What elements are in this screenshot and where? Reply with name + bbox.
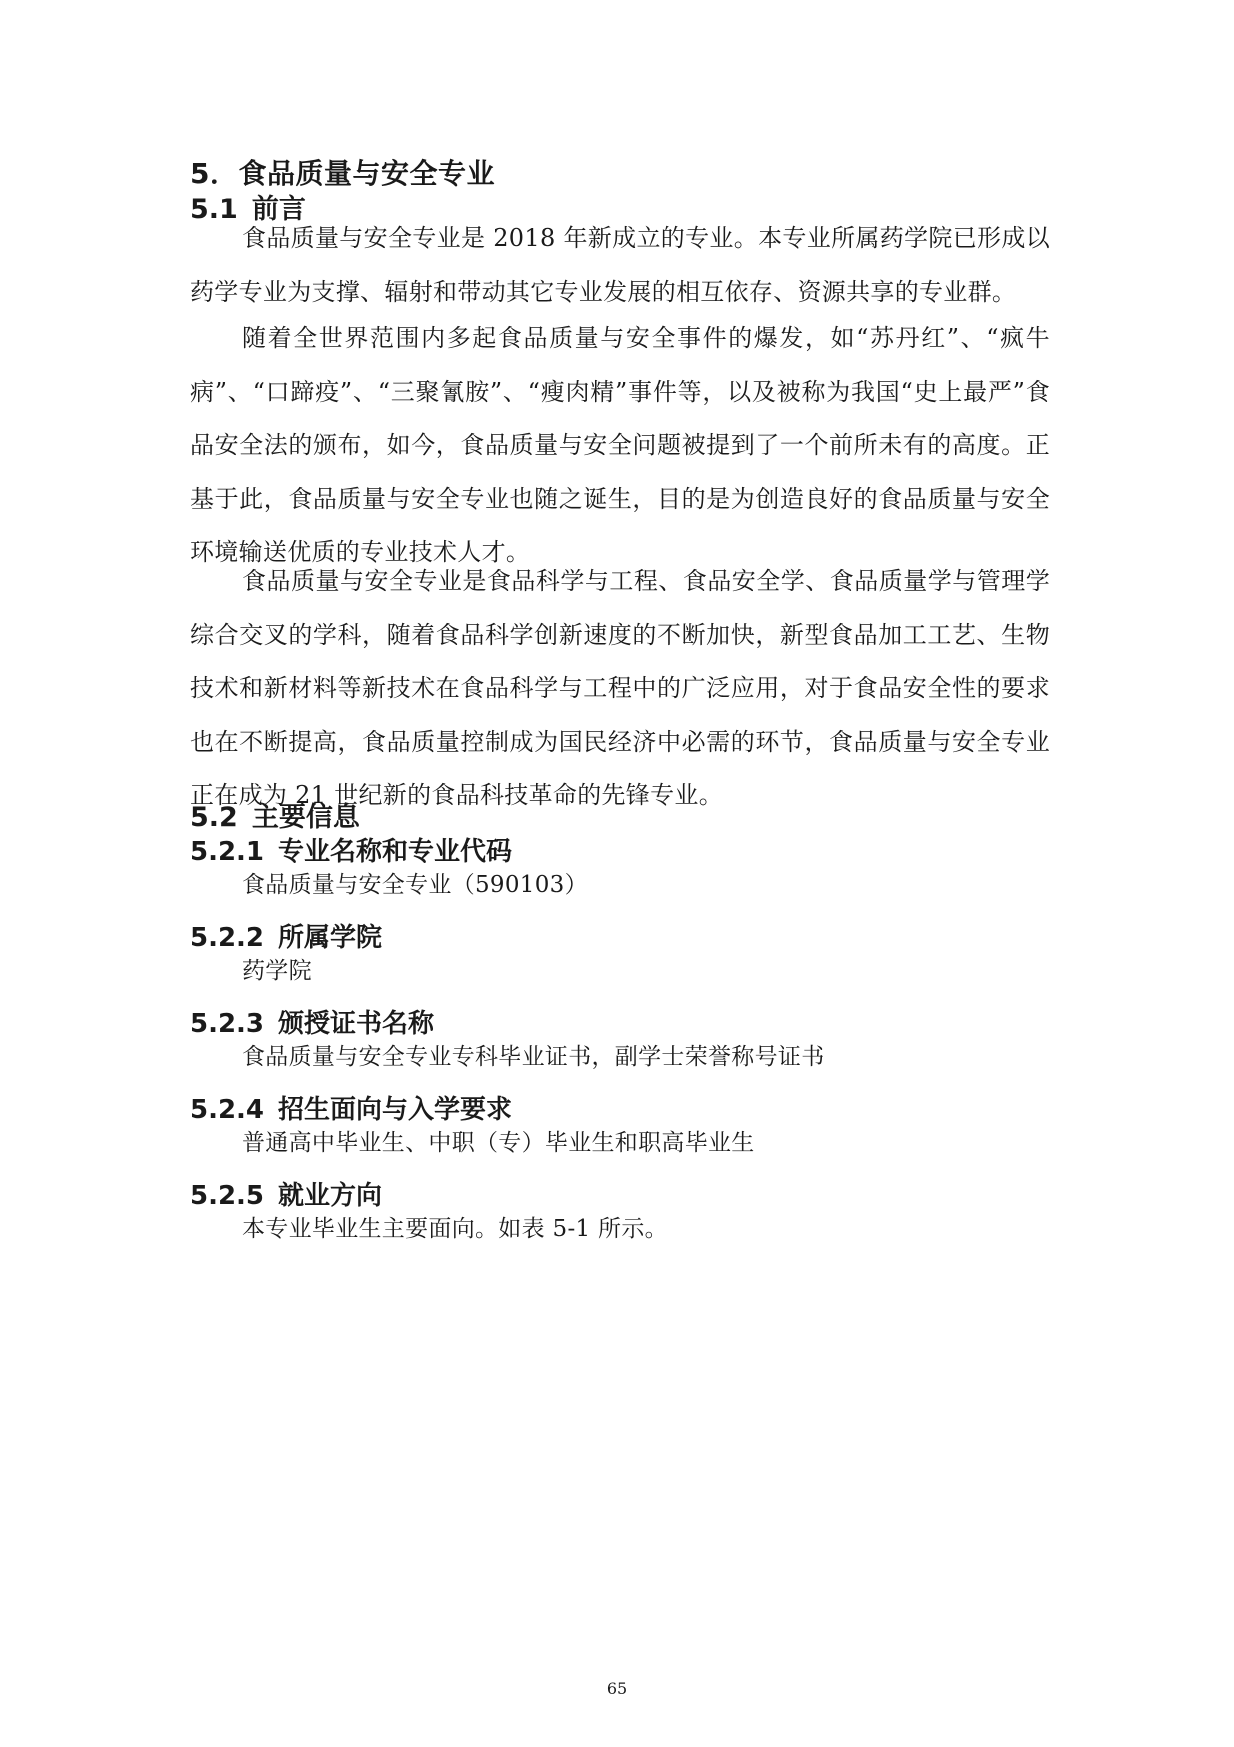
subheading-number: 5.2.1 (190, 837, 265, 867)
section-number: 5． (190, 157, 239, 190)
heading-number: 5.1 (190, 194, 238, 225)
section-heading (190, 156, 495, 192)
subheading-title: 专业名称和专业代码 (278, 837, 513, 867)
main-info-heading (190, 800, 360, 836)
subheading-number: 5.2.2 (190, 923, 265, 953)
subheading-title: 就业方向 (278, 1181, 383, 1211)
info-text: 本专业毕业生主要面向。如表 5-1 所示。 (242, 1216, 668, 1242)
subheading (190, 1007, 434, 1041)
section-title: 食品质量与安全专业 (238, 157, 495, 190)
info-text: 普通高中毕业生、中职（专）毕业生和职高毕业生 (242, 1130, 755, 1156)
document-page (190, 0, 1050, 1747)
heading-number: 5.2 (190, 802, 238, 833)
heading-title: 主要信息 (251, 802, 360, 833)
paragraph: 随着全世界范围内多起食品质量与安全事件的爆发，如“苏丹红”、“疯牛病”、“口蹄疫”、“三聚氰胺”、“瘦肉精”事件等，以及被称为我国“史上最严”食品安全法的颁布，如今，食品质量与安全问题被提到了一个前所未有的高度。正基于此，食品质量与安全专业也随之诞生，目的是为创造良好的食品质量与安全环境输送优质的专业技术人才。 (190, 324, 1050, 566)
subheading-number: 5.2.5 (190, 1181, 265, 1211)
heading-title: 前言 (251, 194, 306, 225)
info-text: 食品质量与安全专业（590103） (242, 872, 588, 898)
subheading-number: 5.2.4 (190, 1095, 265, 1125)
subheading (190, 1179, 382, 1213)
subheading-title: 颁授证书名称 (278, 1009, 435, 1039)
paragraph: 食品质量与安全专业是食品科学与工程、食品安全学、食品质量学与管理学综合交叉的学科，随着食品科学创新速度的不断加快，新型食品加工工艺、生物技术和新材料等新技术在食品科学与工程中的广泛应用，对于食品安全性的要求也在不断提高，食品质量控制成为国民经济中必需的环节，食品质量与安全专业正在成为 21 世纪新的食品科技革命的先锋专业。 (190, 567, 1050, 809)
info-text: 食品质量与安全专业专科毕业证书，副学士荣誉称号证书 (242, 1044, 825, 1070)
paragraph: 食品质量与安全专业是 2018 年新成立的专业。本专业所属药学院已形成以药学专业为支撑、辐射和带动其它专业发展的相互依存、资源共享的专业群。 (190, 224, 1050, 306)
subheading-title: 招生面向与入学要求 (278, 1095, 513, 1125)
info-text: 药学院 (242, 958, 312, 984)
subheading-title: 所属学院 (278, 923, 383, 953)
subheading (190, 1093, 512, 1127)
page-number: 65 (606, 1679, 628, 1698)
subheading (190, 921, 382, 955)
subheading-number: 5.2.3 (190, 1009, 265, 1039)
subheading (190, 835, 512, 869)
